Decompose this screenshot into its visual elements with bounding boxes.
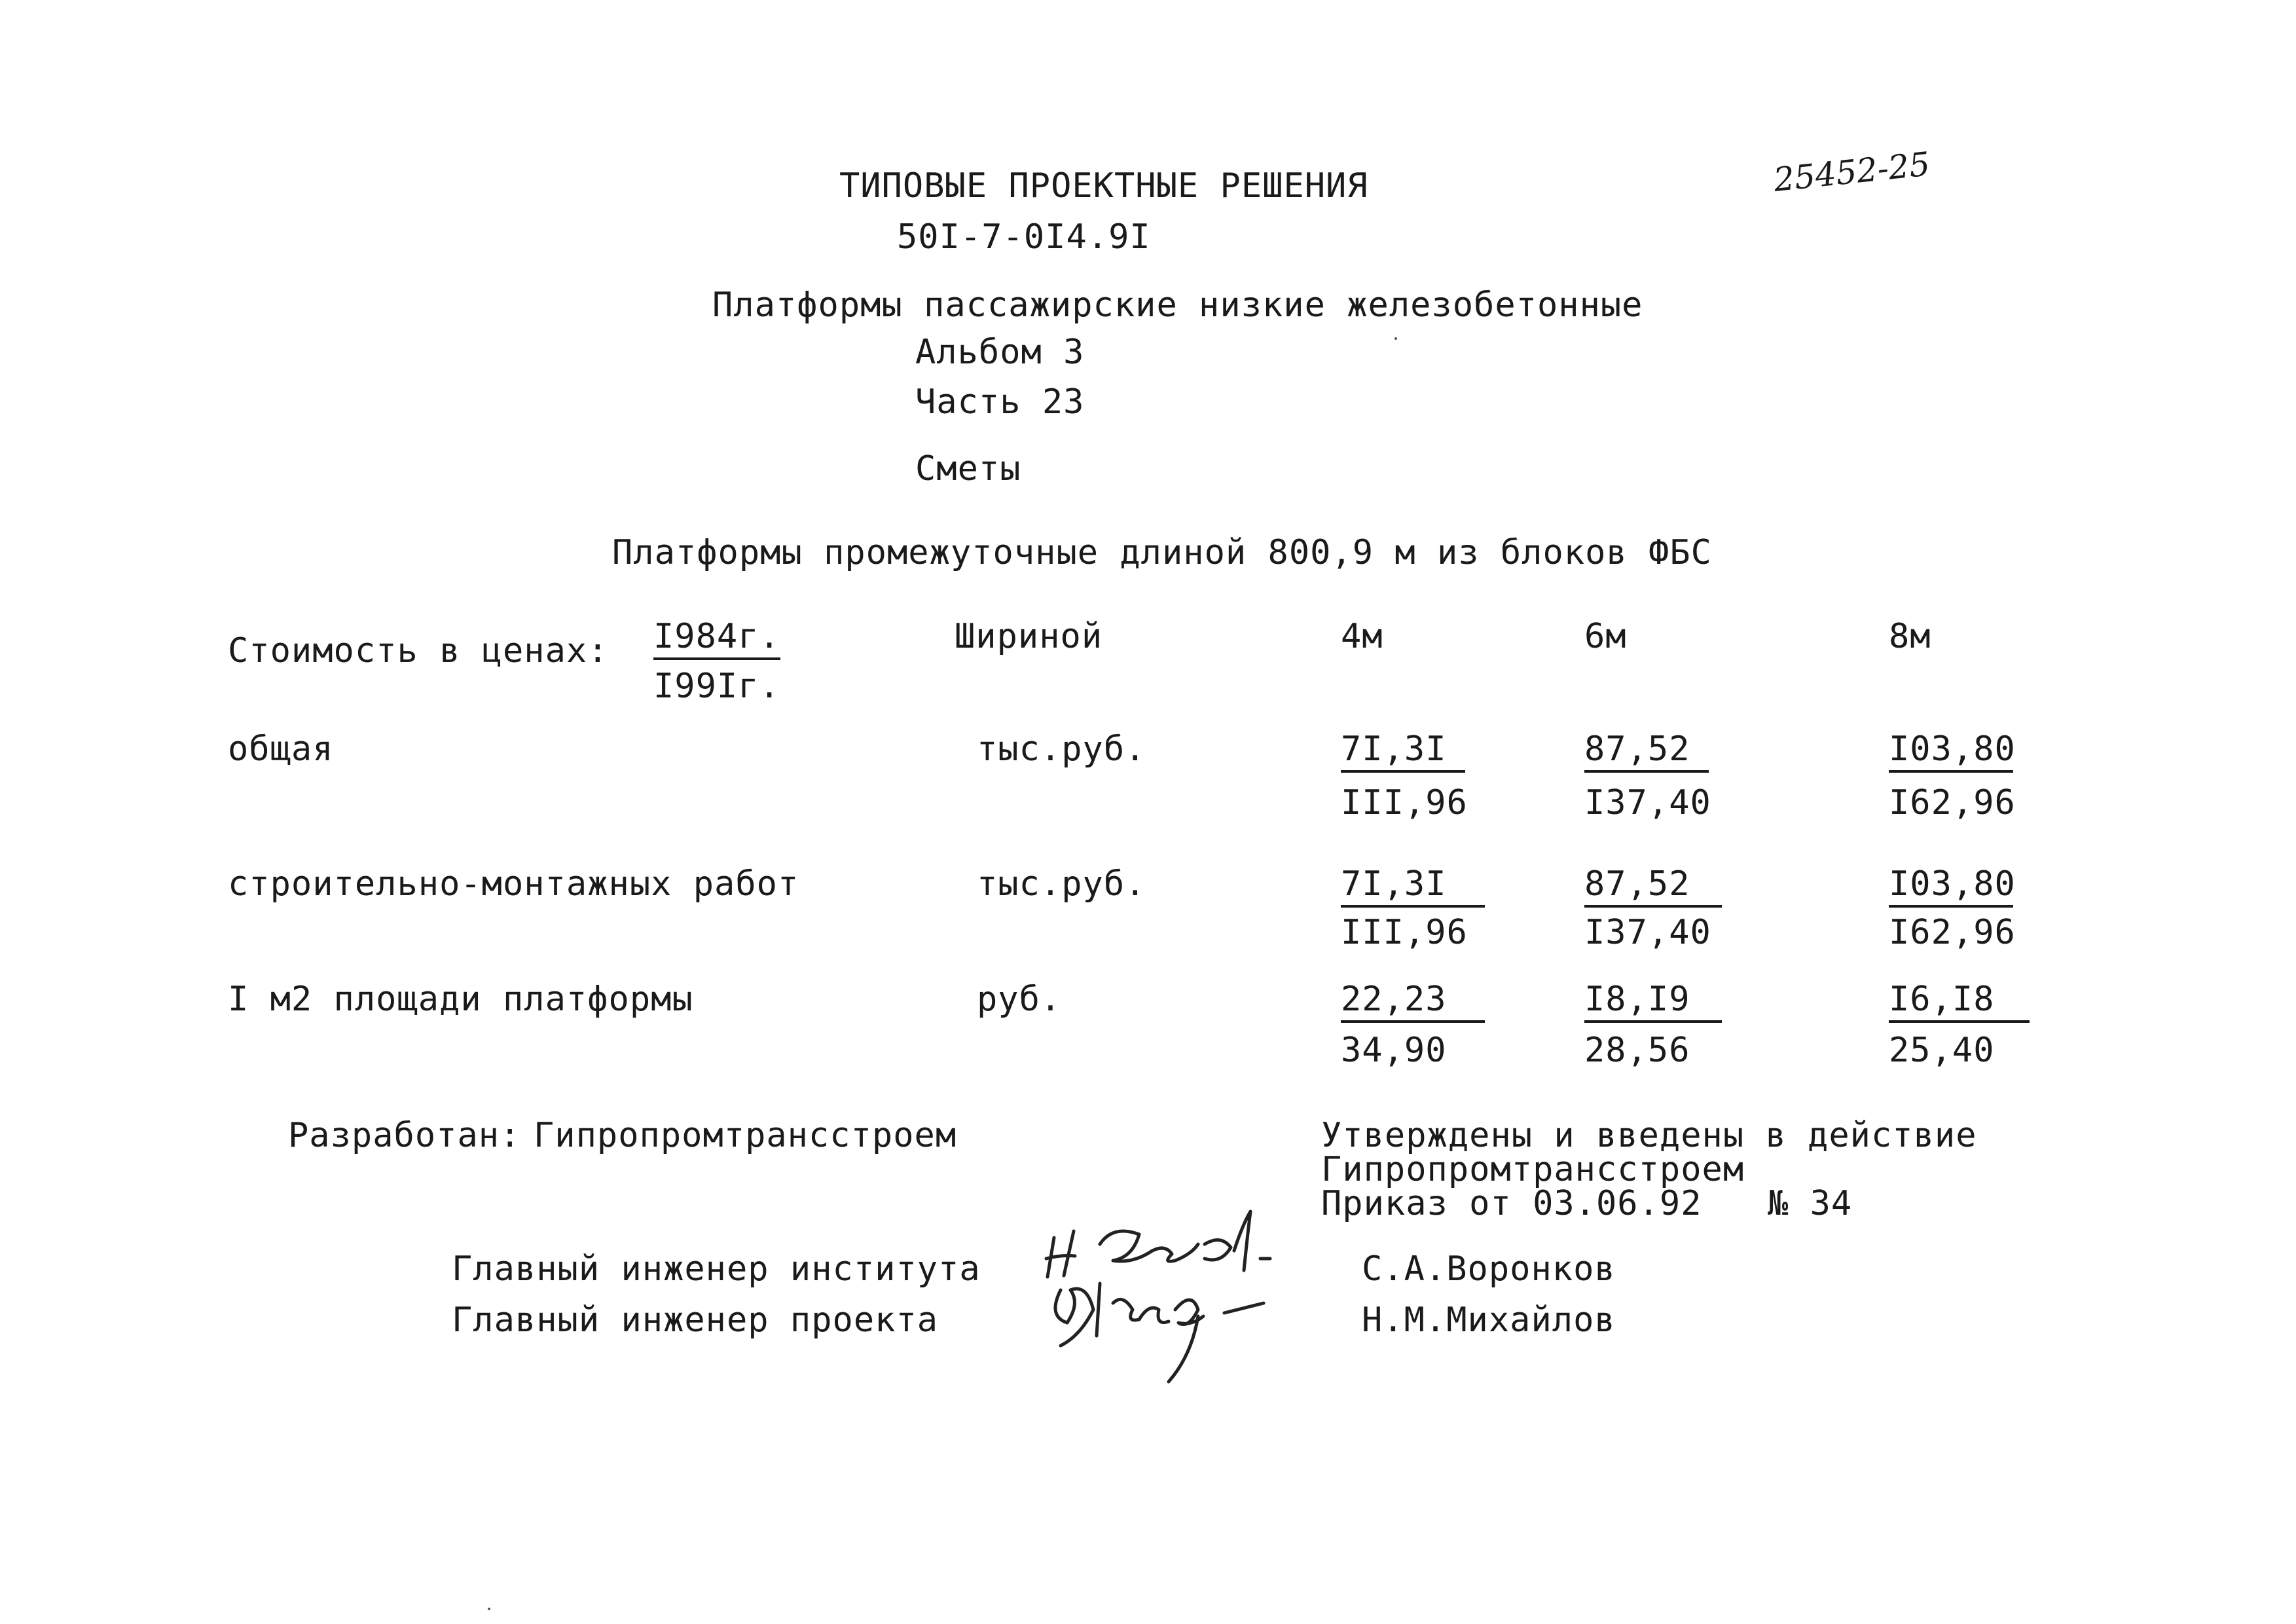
section-label: Сметы bbox=[915, 449, 1021, 489]
signature-chief-engineer-project bbox=[1034, 1264, 1283, 1395]
series-title: ТИПОВЫЕ ПРОЕКТНЫЕ РЕШЕНИЯ bbox=[839, 166, 1368, 206]
approval-line1: Утверждены и введены в действие bbox=[1321, 1116, 1977, 1155]
row-label: общая bbox=[228, 729, 334, 769]
year-old: I984г. bbox=[653, 619, 780, 660]
part-label: Часть 23 bbox=[915, 382, 1085, 422]
value-new-4m: III,96 bbox=[1341, 783, 1468, 822]
row-label: строительно-монтажных работ bbox=[228, 864, 799, 904]
value-new-8m: I62,96 bbox=[1889, 913, 2016, 952]
scan-speck bbox=[1394, 337, 1397, 340]
signatory-name-2: Н.М.Михайлов bbox=[1362, 1301, 1616, 1340]
value-old-6m: 87,52 bbox=[1584, 732, 1709, 773]
approval-line2: Гипропромтрансстроем bbox=[1321, 1150, 1745, 1189]
cost-label: Стоимость в ценах: bbox=[228, 631, 609, 671]
developer-label: Разработан: bbox=[288, 1116, 521, 1155]
value-new-8m: I62,96 bbox=[1889, 783, 2016, 822]
value-new-4m: III,96 bbox=[1341, 913, 1468, 952]
signatory-role-1: Главный инженер института bbox=[452, 1249, 981, 1289]
row-unit: тыс.руб. bbox=[977, 864, 1146, 904]
approval-number: № 34 bbox=[1768, 1184, 1853, 1223]
scan-speck bbox=[488, 1608, 490, 1610]
value-old-8m: I6,I8 bbox=[1889, 982, 2030, 1023]
row-unit: тыс.руб. bbox=[977, 729, 1146, 769]
document-number: 25452-25 bbox=[1772, 145, 1932, 199]
row-label: I м2 площади платформы bbox=[228, 980, 693, 1019]
width-8m: 8м bbox=[1889, 617, 1931, 656]
value-old-6m: 87,52 bbox=[1584, 867, 1722, 908]
value-new-6m: 28,56 bbox=[1584, 1031, 1690, 1070]
year-new: I99Iг. bbox=[653, 667, 780, 706]
value-old-4m: 7I,3I bbox=[1341, 732, 1465, 773]
value-old-8m: I03,80 bbox=[1889, 867, 2013, 908]
value-old-8m: I03,80 bbox=[1889, 732, 2013, 773]
value-new-8m: 25,40 bbox=[1889, 1031, 1995, 1070]
value-old-6m: I8,I9 bbox=[1584, 982, 1722, 1023]
signatory-role-2: Главный инженер проекта bbox=[452, 1301, 939, 1340]
value-old-4m: 22,23 bbox=[1341, 982, 1485, 1023]
value-old-4m: 7I,3I bbox=[1341, 867, 1485, 908]
value-new-4m: 34,90 bbox=[1341, 1031, 1447, 1070]
developer-org: Гипропромтрансстроем bbox=[534, 1116, 957, 1155]
subject-title: Платформы промежуточные длиной 800,9 м из блоков ФБС bbox=[612, 533, 1712, 572]
width-4m: 4м bbox=[1341, 617, 1383, 656]
value-new-6m: I37,40 bbox=[1584, 913, 1711, 952]
signatory-name-1: С.А.Воронков bbox=[1362, 1249, 1616, 1289]
width-6m: 6м bbox=[1584, 617, 1627, 656]
album-label: Альбом 3 bbox=[915, 333, 1085, 372]
approval-order: Приказ от 03.06.92 bbox=[1321, 1184, 1702, 1223]
value-new-6m: I37,40 bbox=[1584, 783, 1711, 822]
project-code: 50I-7-0I4.9I bbox=[897, 217, 1151, 257]
width-label: Шириной bbox=[955, 617, 1103, 656]
row-unit: руб. bbox=[977, 980, 1062, 1019]
document-title: Платформы пассажирские низкие железобетонные bbox=[712, 286, 1643, 325]
